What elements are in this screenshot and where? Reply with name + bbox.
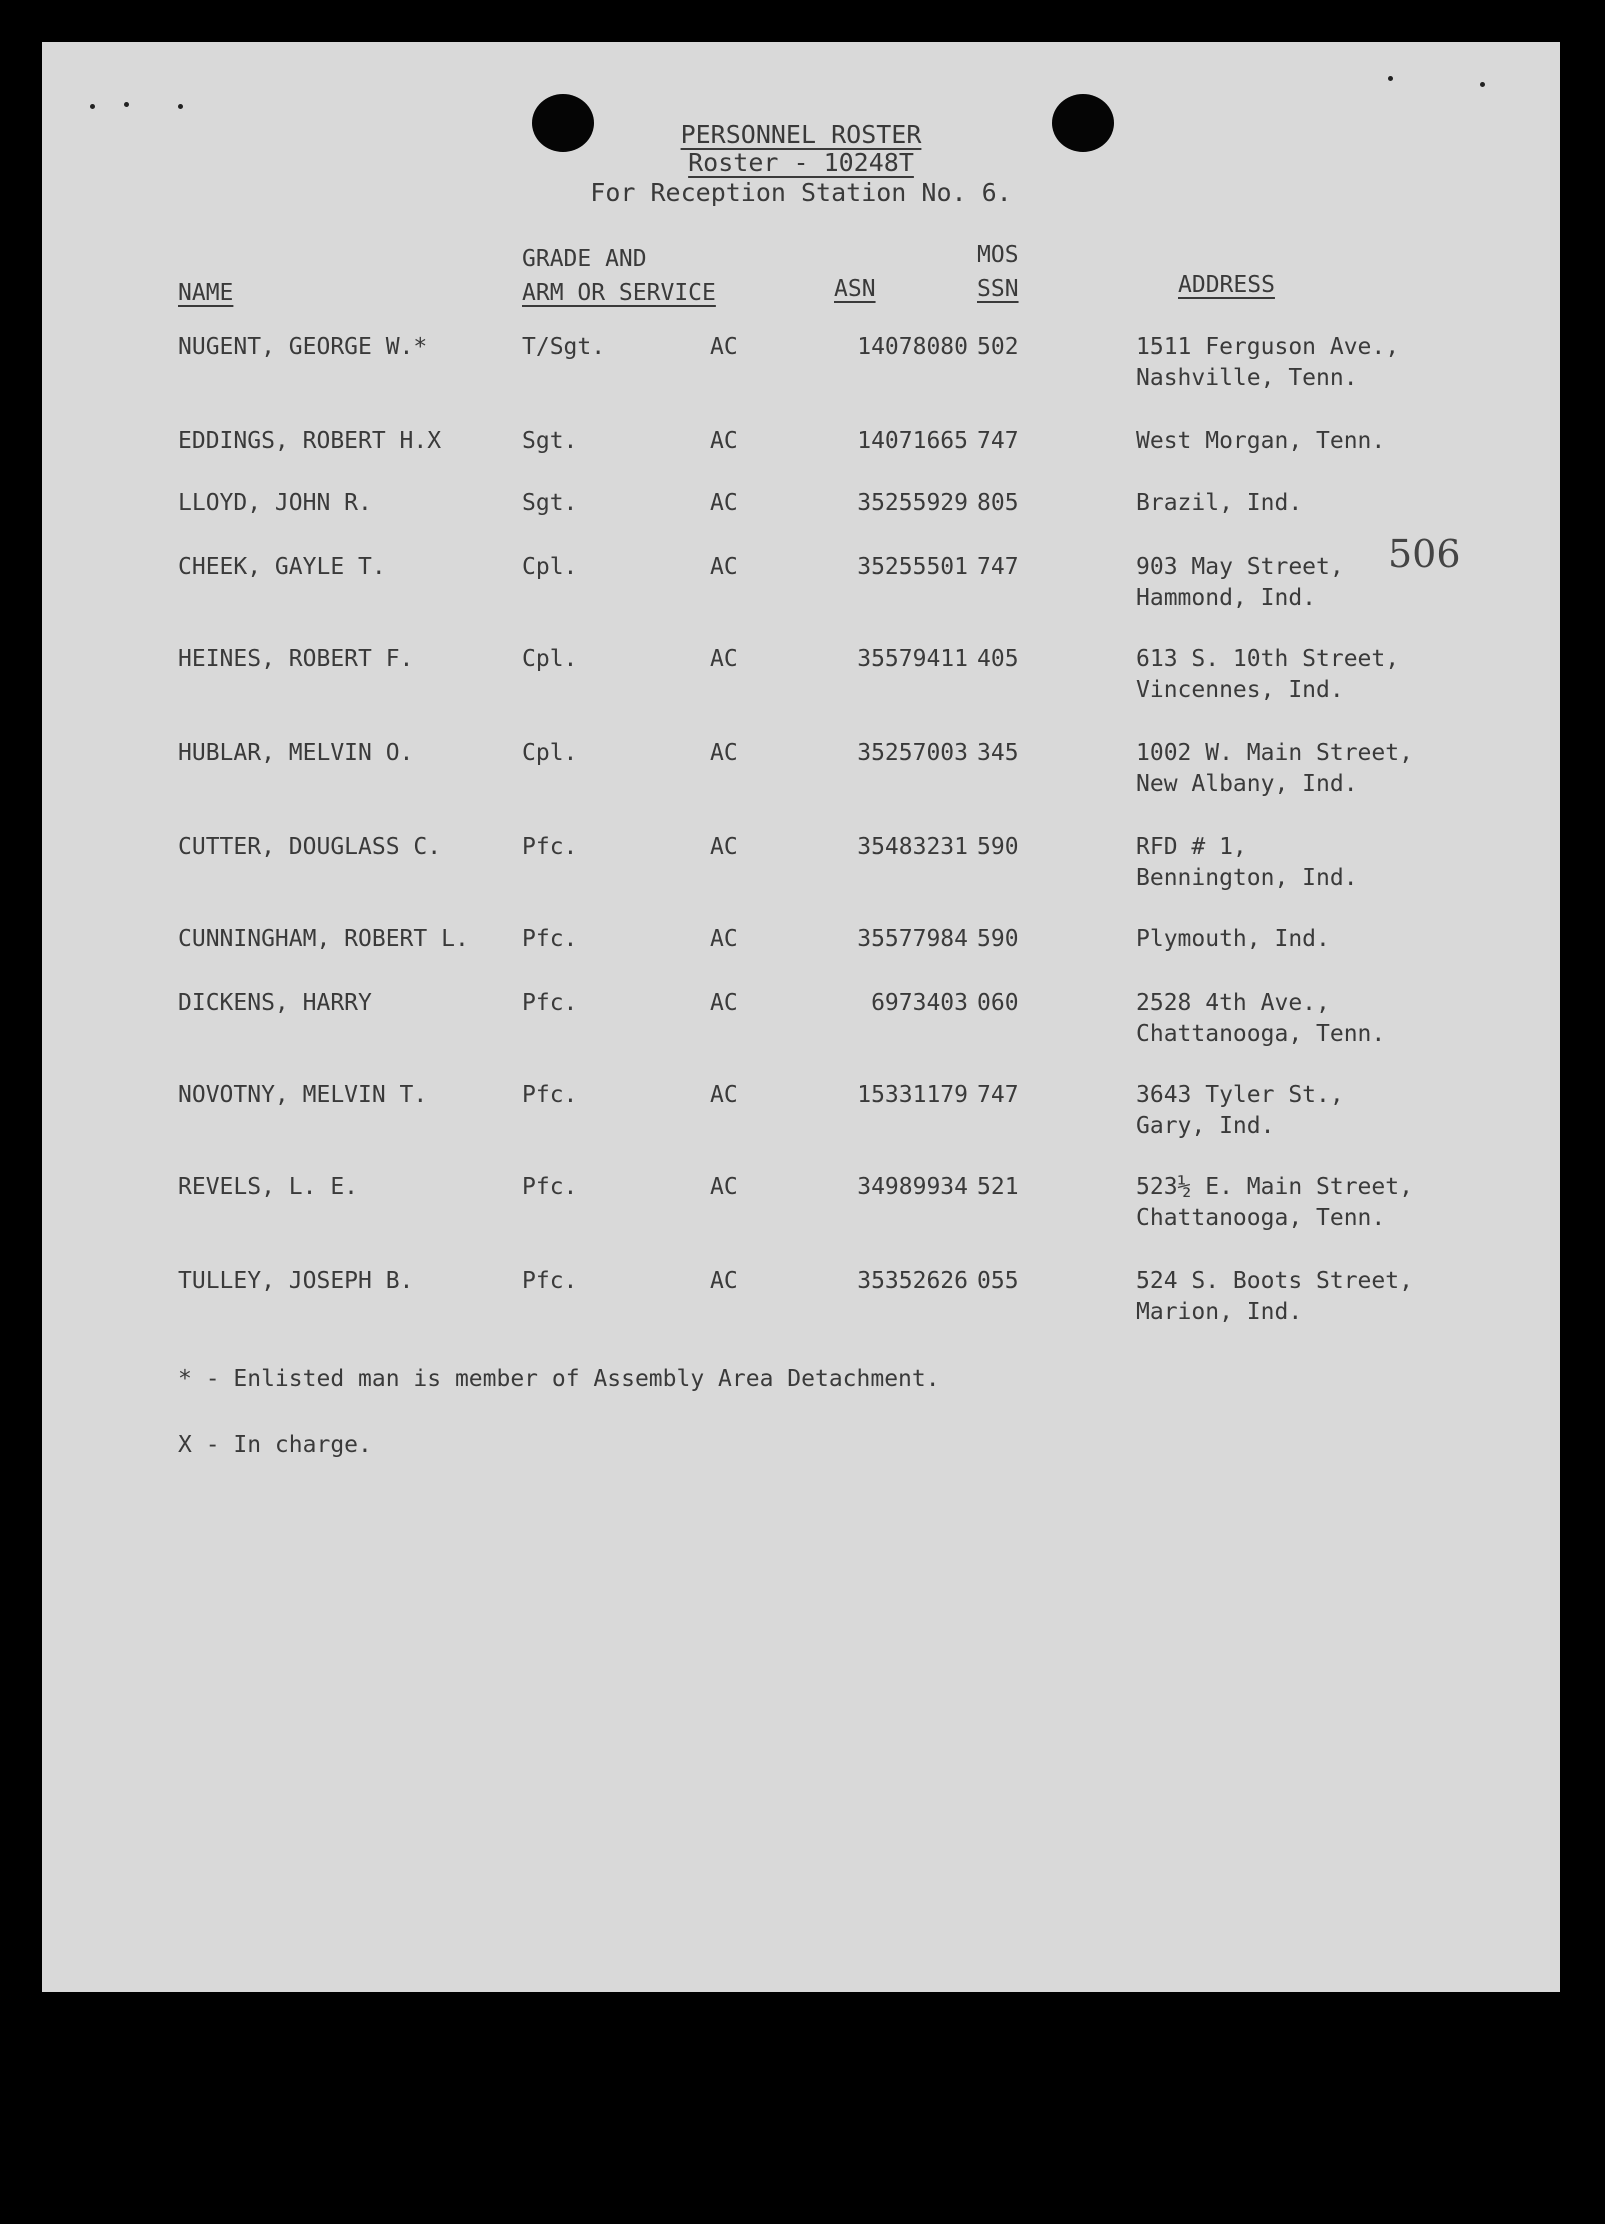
- asn: 35257003: [857, 740, 968, 766]
- grade: Pfc.: [522, 926, 578, 952]
- grade: Pfc.: [522, 1174, 578, 1200]
- table-row: [42, 426, 1560, 496]
- person-name: CUTTER, DOUGLASS C.: [178, 834, 442, 860]
- asn: 6973403: [871, 990, 968, 1016]
- asn: 35579411: [857, 646, 968, 672]
- arm-service: AC: [710, 926, 738, 952]
- table-row: [42, 332, 1560, 402]
- grade: Cpl.: [522, 740, 578, 766]
- document-page: [42, 42, 1560, 1992]
- mos: 805: [977, 490, 1019, 516]
- mos: 590: [977, 926, 1019, 952]
- mos: 747: [977, 554, 1019, 580]
- mos: 345: [977, 740, 1019, 766]
- roster-number: Roster - 10248T: [688, 148, 914, 177]
- address: 524 S. Boots Street, Marion, Ind.: [1136, 1268, 1413, 1325]
- grade: Pfc.: [522, 1268, 578, 1294]
- address: West Morgan, Tenn.: [1136, 428, 1386, 454]
- table-row: [42, 832, 1560, 902]
- address: 613 S. 10th Street, Vincennes, Ind.: [1136, 646, 1400, 703]
- address: 903 May Street, Hammond, Ind.: [1136, 554, 1344, 611]
- mos: 502: [977, 334, 1019, 360]
- table-row: [42, 738, 1560, 808]
- table-row: [42, 988, 1560, 1058]
- arm-service: AC: [710, 1268, 738, 1294]
- person-name: NOVOTNY, MELVIN T.: [178, 1082, 428, 1108]
- table-row: [42, 1172, 1560, 1242]
- grade: Pfc.: [522, 1082, 578, 1108]
- person-name: TULLEY, JOSEPH B.: [178, 1268, 414, 1294]
- table-row: [42, 1266, 1560, 1336]
- grade: Sgt.: [522, 490, 578, 516]
- address: Plymouth, Ind.: [1136, 926, 1330, 952]
- person-name: NUGENT, GEORGE W.*: [178, 334, 428, 360]
- grade: Sgt.: [522, 428, 578, 454]
- speck: [1480, 82, 1485, 87]
- column-header-name: NAME: [178, 280, 234, 306]
- column-header-mos: MOS SSN: [977, 242, 1019, 302]
- grade: Pfc.: [522, 834, 578, 860]
- station-line: For Reception Station No. 6.: [590, 178, 1012, 207]
- address: RFD # 1, Bennington, Ind.: [1136, 834, 1358, 891]
- mos: 747: [977, 1082, 1019, 1108]
- person-name: CUNNINGHAM, ROBERT L.: [178, 926, 469, 952]
- mos: 060: [977, 990, 1019, 1016]
- table-row: [42, 488, 1560, 558]
- address: 1002 W. Main Street, New Albany, Ind.: [1136, 740, 1413, 797]
- grade: T/Sgt.: [522, 334, 606, 360]
- column-header-grade: GRADE AND ARM OR SERVICE: [522, 246, 716, 306]
- column-header-asn: ASN: [834, 276, 876, 302]
- arm-service: AC: [710, 490, 738, 516]
- mos: 055: [977, 1268, 1019, 1294]
- grade: Cpl.: [522, 554, 578, 580]
- table-row: [42, 1080, 1560, 1150]
- asn: 35352626: [857, 1268, 968, 1294]
- table-row: [42, 552, 1560, 622]
- asn: 35255501: [857, 554, 968, 580]
- asn: 35483231: [857, 834, 968, 860]
- asn: 35255929: [857, 490, 968, 516]
- table-row: [42, 644, 1560, 714]
- address: 2528 4th Ave., Chattanooga, Tenn.: [1136, 990, 1386, 1047]
- grade: Pfc.: [522, 990, 578, 1016]
- arm-service: AC: [710, 740, 738, 766]
- footnote-star: * - Enlisted man is member of Assembly Area Detachment.: [178, 1366, 940, 1392]
- speck: [1388, 76, 1393, 81]
- arm-service: AC: [710, 1082, 738, 1108]
- address: 3643 Tyler St., Gary, Ind.: [1136, 1082, 1344, 1139]
- arm-service: AC: [710, 834, 738, 860]
- column-header-address: ADDRESS: [1178, 272, 1275, 298]
- person-name: LLOYD, JOHN R.: [178, 490, 372, 516]
- mos: 747: [977, 428, 1019, 454]
- mos: 405: [977, 646, 1019, 672]
- asn: 14078080: [857, 334, 968, 360]
- address: Brazil, Ind.: [1136, 490, 1303, 516]
- table-row: [42, 924, 1560, 994]
- speck: [124, 102, 129, 107]
- person-name: DICKENS, HARRY: [178, 990, 372, 1016]
- footnote-x: X - In charge.: [178, 1432, 372, 1458]
- grade: Cpl.: [522, 646, 578, 672]
- address: 523½ E. Main Street, Chattanooga, Tenn.: [1136, 1174, 1413, 1231]
- person-name: EDDINGS, ROBERT H.X: [178, 428, 442, 454]
- address: 1511 Ferguson Ave., Nashville, Tenn.: [1136, 334, 1400, 391]
- arm-service: AC: [710, 428, 738, 454]
- speck: [90, 104, 95, 109]
- mos: 521: [977, 1174, 1019, 1200]
- arm-service: AC: [710, 334, 738, 360]
- arm-service: AC: [710, 646, 738, 672]
- person-name: REVELS, L. E.: [178, 1174, 359, 1200]
- document-title: PERSONNEL ROSTER: [680, 120, 922, 149]
- person-name: HUBLAR, MELVIN O.: [178, 740, 414, 766]
- person-name: CHEEK, GAYLE T.: [178, 554, 386, 580]
- arm-service: AC: [710, 1174, 738, 1200]
- asn: 34989934: [857, 1174, 968, 1200]
- person-name: HEINES, ROBERT F.: [178, 646, 414, 672]
- mos: 590: [977, 834, 1019, 860]
- arm-service: AC: [710, 554, 738, 580]
- asn: 15331179: [857, 1082, 968, 1108]
- handwritten-page-number: 506: [1388, 532, 1461, 576]
- asn: 35577984: [857, 926, 968, 952]
- asn: 14071665: [857, 428, 968, 454]
- speck: [178, 104, 183, 109]
- arm-service: AC: [710, 990, 738, 1016]
